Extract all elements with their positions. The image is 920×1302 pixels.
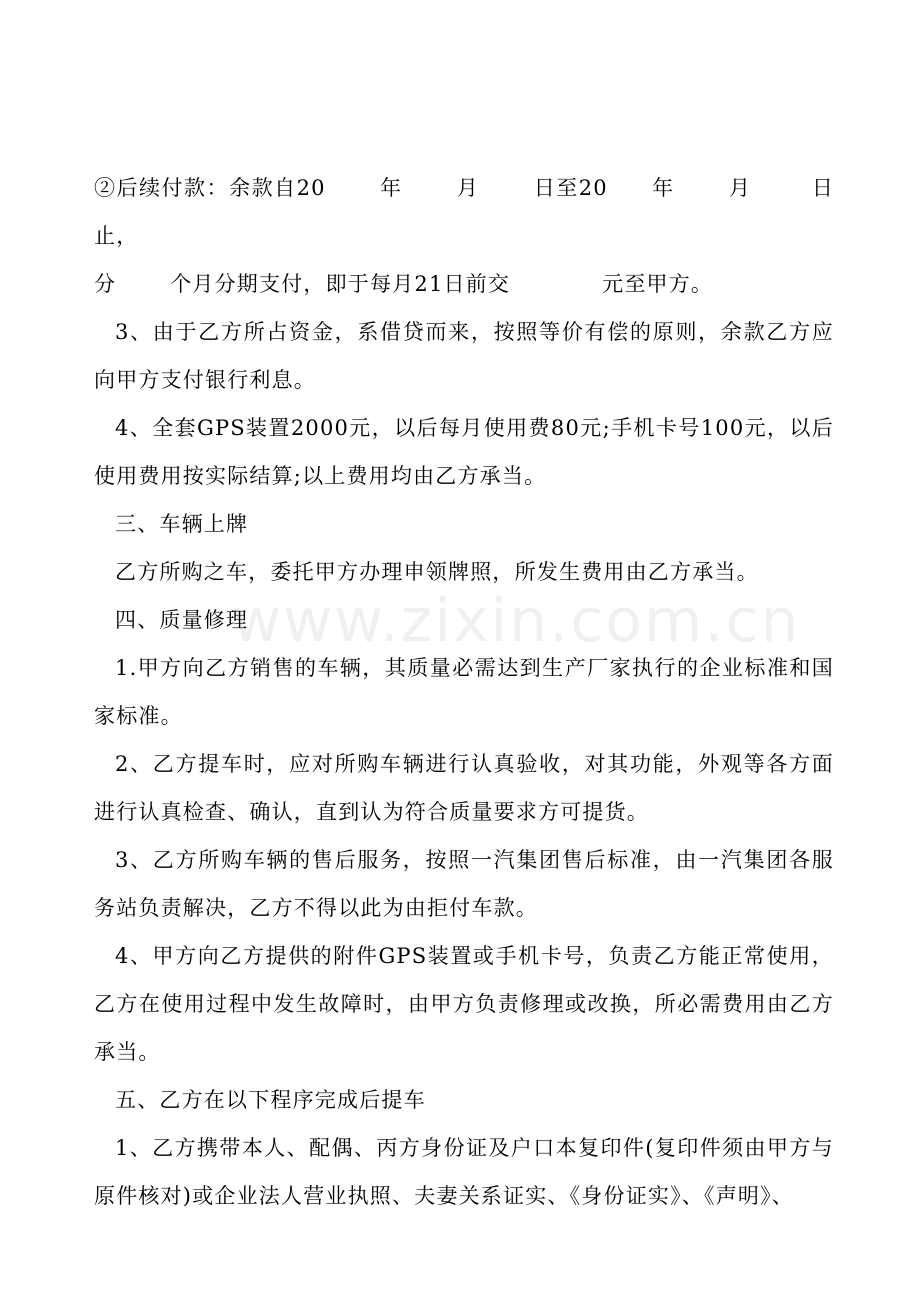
payment-text: 月	[728, 176, 752, 200]
section-5-title: 五、乙方在以下程序完成后提车	[115, 1088, 426, 1112]
clause-4: 4、全套GPS装置2000元，以后每月使用费80元;手机卡号100元，以后使用费用按实际结算;以上费用均由乙方承当。	[94, 416, 834, 488]
section-3-body: 乙方所购之车，委托甲方办理申领牌照，所发生费用由乙方承当。	[115, 560, 759, 584]
payment-text: 元至甲方。	[602, 272, 714, 296]
payment-text: 月	[456, 176, 480, 200]
quality-clause-1: 1.甲方向乙方销售的车辆，其质量必需达到生产厂家执行的企业标准和国家标准。	[94, 656, 834, 728]
quality-clause-2: 2、乙方提车时，应对所购车辆进行认真验收，对其功能，外观等各方面进行认真检查、确认，直到认为符合质量要求方可提货。	[94, 752, 834, 824]
pickup-clause-1: 1、乙方携带本人、配偶、丙方身份证及户口本复印件(复印件须由甲方与原件核对)或企业法人营业执照、夫妻关系证实、《身份证实》、《声明》、	[94, 1136, 834, 1208]
payment-text: 年	[651, 176, 675, 200]
payment-line-1	[94, 164, 834, 260]
payment-text: 日至20	[533, 176, 608, 200]
watermark: www.zixin.com.cn	[232, 586, 801, 656]
payment-line-2	[94, 260, 834, 308]
clause-3: 3、由于乙方所占资金，系借贷而来，按照等价有偿的原则，余款乙方应向甲方支付银行利息。	[94, 320, 834, 392]
payment-text: ②后续付款：余款自20	[94, 176, 326, 200]
payment-text: 分	[94, 272, 117, 296]
quality-clause-3: 3、乙方所购车辆的售后服务，按照一汽集团售后标准，由一汽集团各服务站负责解决，乙方不得以此为由拒付车款。	[94, 848, 834, 920]
payment-text: 个月分期支付，即于每月21日前交	[170, 272, 511, 296]
payment-text: 日止，	[94, 176, 835, 248]
section-3-title: 三、车辆上牌	[115, 512, 249, 536]
section-4-title: 四、质量修理	[115, 608, 249, 632]
document-page	[94, 164, 834, 1220]
payment-text: 年	[379, 176, 403, 200]
quality-clause-4: 4、甲方向乙方提供的附件GPS装置或手机卡号，负责乙方能正常使用，乙方在使用过程中发生故障时，由甲方负责修理或改换，所必需费用由乙方承当。	[94, 944, 834, 1064]
